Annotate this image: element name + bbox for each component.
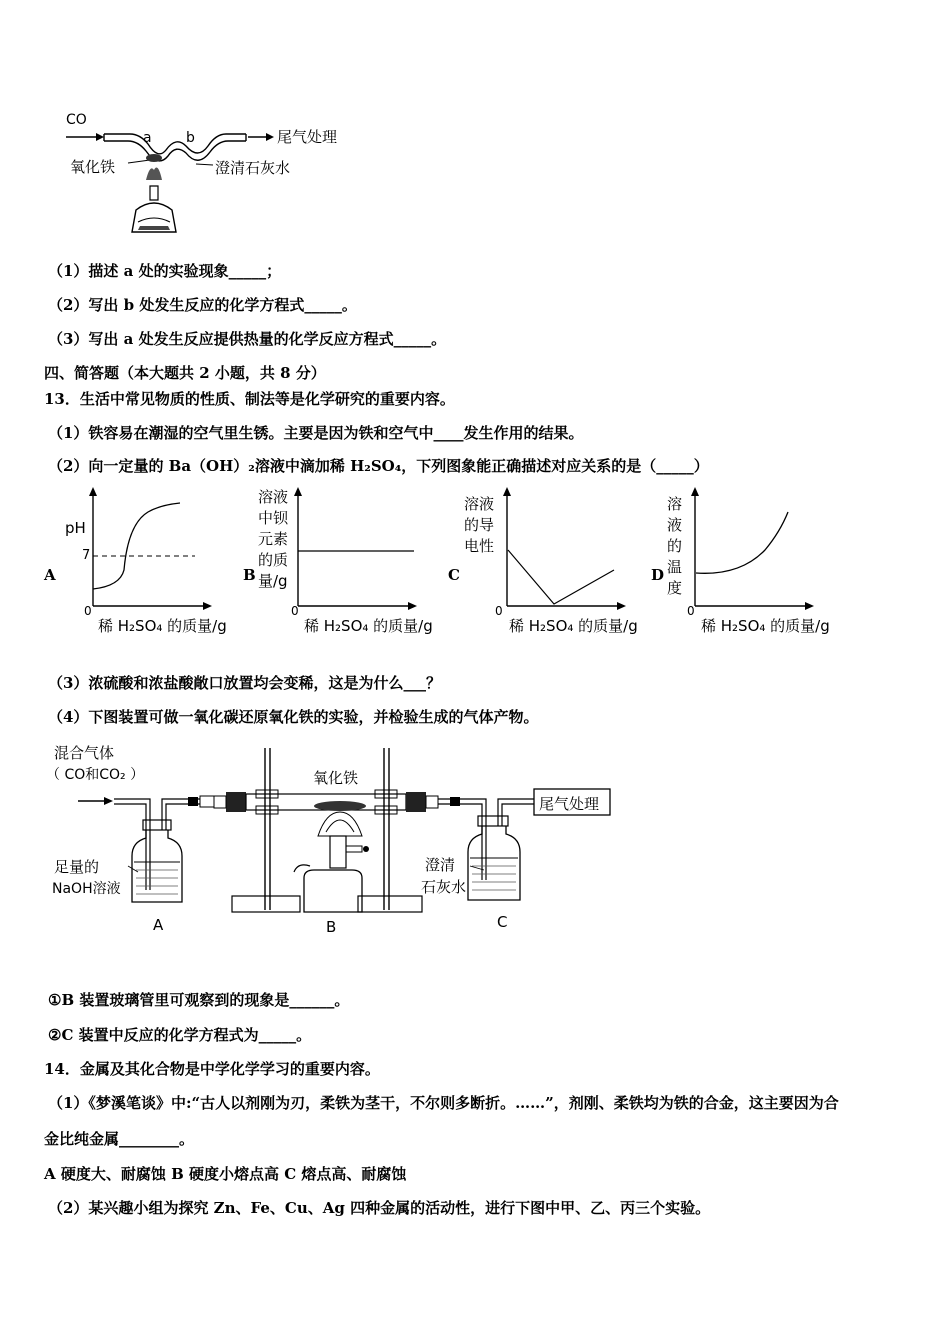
q12-part3: （3）写出 a 处发生反应提供热量的化学反应方程式_____。 (48, 330, 447, 348)
q13-sub2: ②C 装置中反应的化学方程式为_____。 (48, 1026, 312, 1044)
graph-b-ylabel-line: 量/g (258, 572, 288, 590)
co-label: CO (66, 112, 87, 128)
graph-b-ylabel-line: 元素 (258, 530, 289, 548)
graph-b-label: B (243, 566, 256, 584)
graph-d-ylabel-line: 液 (667, 516, 683, 534)
graph-c-ylabel-line: 溶液 (464, 495, 495, 513)
q13-part1: （1）铁容易在潮湿的空气里生锈。主要是因为铁和空气中____发生作用的结果。 (48, 424, 584, 442)
q12-part1: （1）描述 a 处的实验现象_____； (48, 262, 282, 280)
graph-d-ylabel-line: 温 (667, 558, 683, 576)
mixed-gas-label: 混合气体 (54, 744, 115, 762)
iron-oxide-label-2: 氧化铁 (313, 769, 359, 787)
q14-stem: 14．金属及其化合物是中学化学学习的重要内容。 (44, 1060, 380, 1078)
graph-d-ylabel-line: 溶 (667, 495, 683, 513)
graph-c-ylabel-line: 的导 (464, 516, 495, 534)
graph-b-ylabel-line: 中钡 (258, 509, 289, 527)
graph-a-xlabel: 稀 H₂SO₄ 的质量/g (98, 617, 227, 635)
graph-d-xlabel: 稀 H₂SO₄ 的质量/g (701, 617, 830, 635)
graph-b-ylabel-line: 的质 (258, 551, 289, 569)
q13-part4: （4）下图装置可做一氧化碳还原氧化铁的实验，并检验生成的气体产物。 (48, 708, 539, 726)
graph-a-origin: 0 (84, 604, 92, 618)
graph-c-xlabel: 稀 H₂SO₄ 的质量/g (509, 617, 638, 635)
point-b-label: b (186, 130, 195, 146)
q14-part2: （2）某兴趣小组为探究 Zn、Fe、Cu、Ag 四种金属的活动性，进行下图中甲、乙、丙三个实验。 (48, 1199, 711, 1217)
graph-b-ylabel-line: 溶液 (258, 488, 289, 506)
tail-gas-label-2: 尾气处理 (539, 795, 600, 813)
naoh-label-2: NaOH溶液 (52, 881, 121, 897)
graph-c-label: C (448, 566, 460, 584)
q13-stem: 13．生活中常见物质的性质、制法等是化学研究的重要内容。 (44, 390, 455, 408)
q13-part2: （2）向一定量的 Ba（OH）₂溶液中滴加稀 H₂SO₄，下列图象能正确描述对应关系的是（_____） (48, 457, 709, 475)
graph-a-ylabel: pH (65, 519, 86, 537)
q14-part1-line1: （1）《梦溪笔谈》中:“古人以剂刚为刃，柔铁为茎干，不尔则多断折。……”，剂刚、柔铁均为铁的合金，这主要因为合 (48, 1094, 839, 1112)
limewater-label-2a: 澄清 (425, 856, 456, 874)
q13-part3: （3）浓硫酸和浓盐酸敞口放置均会变稀，这是为什么___？ (48, 674, 441, 692)
graph-d-ylabel-line: 度 (667, 579, 683, 597)
graph-b-origin: 0 (291, 604, 299, 618)
graph-b-xlabel: 稀 H₂SO₄ 的质量/g (304, 617, 433, 635)
limewater-label: 澄清石灰水 (215, 159, 291, 177)
graph-a-label: A (44, 566, 56, 584)
device-a-label: A (153, 916, 164, 934)
q14-part1-line2: 金比纯金属________。 (44, 1130, 195, 1148)
limewater-label-2b: 石灰水 (421, 878, 467, 896)
device-c-label: C (497, 913, 508, 931)
q13-sub1: ①B 装置玻璃管里可观察到的现象是______。 (48, 991, 350, 1009)
q14-options: A 硬度大、耐腐蚀 B 硬度小熔点高 C 熔点高、耐腐蚀 (44, 1165, 407, 1183)
mixed-gas-composition: （ CO和CO₂ ） (46, 767, 145, 783)
iron-oxide-label: 氧化铁 (70, 158, 116, 176)
graph-d-ylabel-line: 的 (667, 537, 683, 555)
graph-c-origin: 0 (495, 604, 503, 618)
graph-c-ylabel-line: 电性 (464, 537, 495, 555)
graph-d-label: D (651, 566, 665, 584)
graph-a-seven: 7 (82, 548, 91, 563)
q12-part2: （2）写出 b 处发生反应的化学方程式_____。 (48, 296, 357, 314)
section-4-heading: 四、简答题（本大题共 2 小题，共 8 分） (44, 364, 326, 382)
point-a-label: a (143, 130, 152, 146)
tail-gas-label: 尾气处理 (277, 128, 338, 146)
naoh-label-1: 足量的 (54, 858, 100, 876)
graph-d-origin: 0 (687, 604, 695, 618)
device-b-label: B (326, 918, 337, 936)
